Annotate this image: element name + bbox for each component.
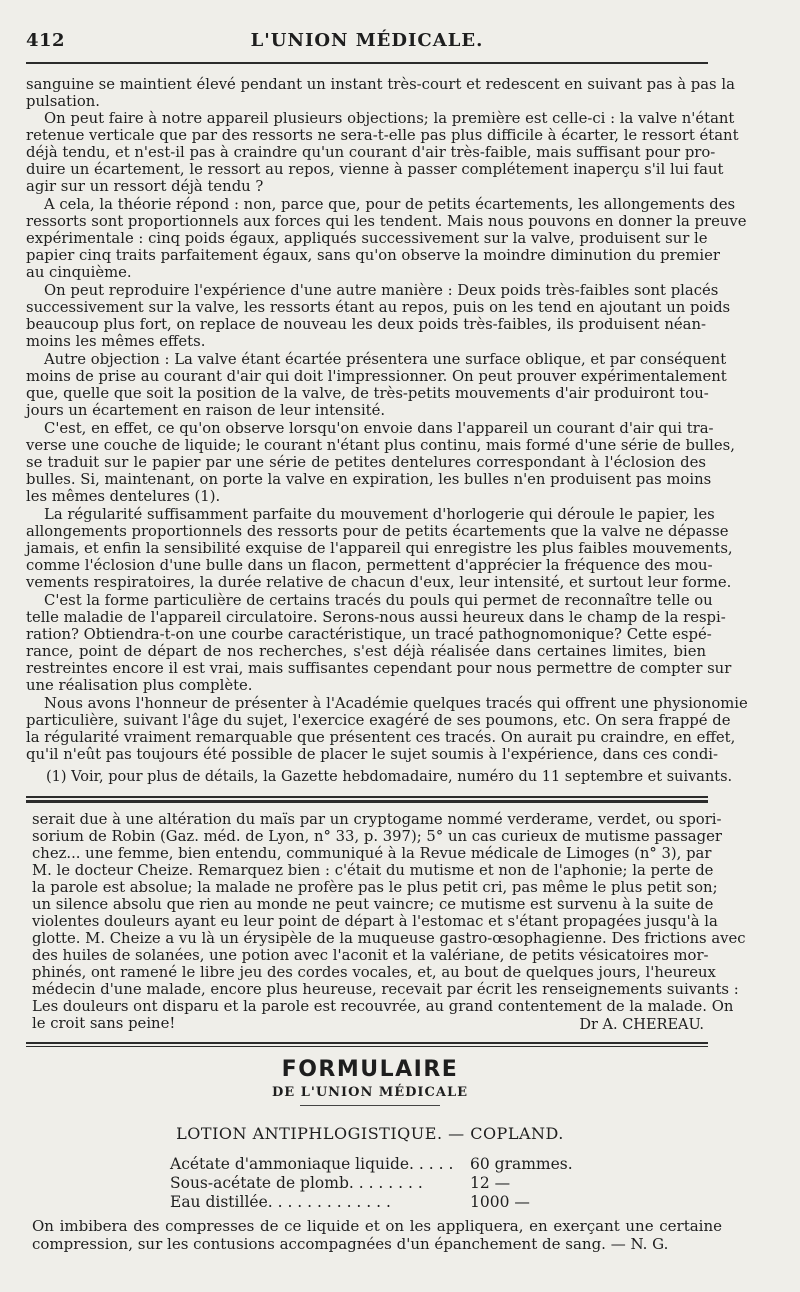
ingredient-quantity: 12 — [470,1174,511,1192]
ingredient-name: Eau distillée. . . . . . . . . . . . . [170,1193,391,1211]
section-rule-bottom [26,800,708,803]
text-line: chez... une femme, bien entendu, communiqué à la Revue médicale de Limoges (n° 3), par [32,845,712,862]
text-line: retenue verticale que par des ressorts ne sera-t-elle pas plus difficile à écarter, le ressort étant [26,127,739,144]
formulaire-rule-bottom [26,1046,708,1047]
text-line: vements respiratoires, la durée relative de chacun d'eux, leur intensité, et surtout leur forme. [26,574,732,591]
text-line: telle maladie de l'appareil circulatoire. Serons-nous aussi heureux dans le champ de la respi- [26,609,726,626]
ingredient-quantity: 1000 — [470,1193,530,1211]
text-line: les mêmes dentelures (1). [26,488,221,505]
text-line: expérimentale : cinq poids égaux, appliqués successivement sur la valve, produisent sur le [26,230,708,247]
text-line: jamais, et enfin la sensibilité exquise de l'appareil qui enregistre les plus faibles mouvements, [26,540,733,557]
text-line: particulière, suivant l'âge du sujet, l'exercice exagéré de ses poumons, etc. On sera frappé de [26,712,731,729]
text-line: glotte. M. Cheize a vu là un érysipèle de la muqueuse gastro-œsophagienne. Des frictions avec [32,930,746,947]
text-line: comme l'éclosion d'une bulle dans un flacon, permettent d'apprécier la fréquence des mou- [26,557,713,574]
text-line: papier cinq traits parfaitement égaux, sans qu'on observe la moindre diminution du premier [26,247,720,264]
text-line: La régularité suffisamment parfaite du mouvement d'horlogerie qui déroule le papier, les [44,506,715,523]
text-line: sanguine se maintient élevé pendant un instant très-court et redescent en suivant pas à pas la [26,76,735,93]
text-line: pulsation. [26,93,100,110]
text-line: violentes douleurs ayant eu leur point de départ à l'estomac et s'étant propagées jusqu'à la [32,913,718,930]
formulaire-subtitle: DE L'UNION MÉDICALE [272,1085,468,1100]
text-line: bulles. Si, maintenant, on porte la valve en expiration, les bulles n'en produisent pas moins [26,471,712,488]
text-line: A cela, la théorie répond : non, parce que, pour de petits écartements, les allongements des [44,196,736,213]
text-line: compression, sur les contusions accompagnées d'un épanchement de sang. — N. G. [32,1235,669,1253]
text-line: agir sur un ressort déjà tendu ? [26,178,264,195]
text-line: qu'il n'eût pas toujours été possible de placer le sujet soumis à l'expérience, dans ces condi- [26,746,719,763]
text-line: On imbibera des compresses de ce liquide et on les appliquera, en exerçant une certaine [32,1217,722,1235]
text-line: beaucoup plus fort, on replace de nouveau les deux poids très-faibles, ils produisent néan- [26,316,706,333]
text-line: se traduit sur le papier par une série de petites dentelures correspondant à l'éclosion des [26,454,706,471]
text-line: des huiles de solanées, une potion avec l'aconit et la valériane, de petits vésicatoires mor- [32,947,709,964]
text-line: médecin d'une malade, encore plus heureuse, recevait par écrit les renseignements suivants : [32,981,739,998]
formulaire-title: FORMULAIRE [281,1057,459,1082]
text-line: une réalisation plus complète. [26,677,253,694]
text-line: restreintes encore il est vrai, mais suffisantes cependant pour nous permettre de compter sur [26,660,732,677]
text-line: la parole est absolue; la malade ne profère pas le plus petit cri, pas même le plus petit son; [32,879,718,896]
ingredient-quantity: 60 grammes. [470,1155,573,1173]
text-line: successivement sur la valve, les ressorts étant au repos, puis on les tend en ajoutant un poids [26,299,731,316]
text-line: rance, point de départ de nos recherches, s'est déjà réalisée dans certaines limites, bien [26,643,706,660]
text-line: Les douleurs ont disparu et la parole est recouvrée, au grand contentement de la malade. On [32,998,734,1015]
page-number: 412 [26,30,66,51]
text-line: sorium de Robin (Gaz. méd. de Lyon, n° 33, p. 397); 5° un cas curieux de mutisme passager [32,828,722,845]
formulaire-rule-top [26,1042,708,1044]
text-line: phinés, ont ramené le libre jeu des cordes vocales, et, au bout de quelques jours, l'heureux [32,964,716,981]
text-line: ration? Obtiendra-t-on une courbe caractéristique, un tracé pathognomonique? Cette espé- [26,626,712,643]
author-signature: Dr A. CHEREAU. [579,1017,704,1033]
formulaire-divider [300,1105,440,1106]
text-line: verse une couche de liquide; le courant n'étant plus continu, mais formé d'une série de bulles, [26,437,735,454]
text-line: la régularité vraiment remarquable que présentent ces tracés. On aurait pu craindre, en effet, [26,729,736,746]
text-line: duire un écartement, le ressort au repos, vienne à passer complétement inaperçu s'il lui faut [26,161,724,178]
text-line: déjà tendu, et n'est-il pas à craindre qu'un courant d'air très-faible, mais suffisant pour pro- [26,144,716,161]
text-line: On peut reproduire l'expérience d'une autre manière : Deux poids très-faibles sont placés [44,282,719,299]
text-line: allongements proportionnels des ressorts pour de petits écartements que la valve ne dépasse [26,523,729,540]
text-line: C'est la forme particulière de certains tracés du pouls qui permet de reconnaître telle ou [44,592,713,609]
header-rule [26,62,708,64]
text-line: serait due à une altération du maïs par un cryptogame nommé verderame, verdet, ou spori- [32,811,722,828]
text-line: moins de prise au courant d'air qui doit l'impressionner. On peut prouver expérimentalement [26,368,727,385]
text-line: un silence absolu que rien au monde ne peut vaincre; ce mutisme est survenu à la suite de [32,896,714,913]
text-line: jours un écartement en raison de leur intensité. [26,402,386,419]
recipe-title: LOTION ANTIPHLOGISTIQUE. — COPLAND. [176,1124,564,1143]
ingredient-name: Acétate d'ammoniaque liquide. . . . . [170,1155,454,1173]
text-line: On peut faire à notre appareil plusieurs objections; la première est celle-ci : la valve n'étant [44,110,735,127]
footnote: (1) Voir, pour plus de détails, la Gazette hebdomadaire, numéro du 11 septembre et suivants. [46,769,733,785]
text-line: Autre objection : La valve étant écartée présentera une surface oblique, et par conséquent [44,351,727,368]
text-line: le croit sans peine! [32,1015,176,1032]
text-line: C'est, en effet, ce qu'on observe lorsqu'on envoie dans l'appareil un courant d'air qui tra- [44,420,714,437]
ingredient-name: Sous-acétate de plomb. . . . . . . . [170,1174,423,1192]
text-line: ressorts sont proportionnels aux forces qui les tendent. Mais nous pouvons en donner la preuve [26,213,747,230]
page-header [26,30,708,54]
text-line: Nous avons l'honneur de présenter à l'Académie quelques tracés qui offrent une physionomie [44,695,748,712]
text-line: au cinquième. [26,264,132,281]
text-line: que, quelle que soit la position de la valve, de très-petits mouvements d'air produiront tou- [26,385,709,402]
section-rule-top [26,796,708,798]
text-line: moins les mêmes effets. [26,333,206,350]
text-line: M. le docteur Cheize. Remarquez bien : c'était du mutisme et non de l'aphonie; la perte de [32,862,714,879]
journal-title: L'UNION MÉDICALE. [250,30,484,51]
